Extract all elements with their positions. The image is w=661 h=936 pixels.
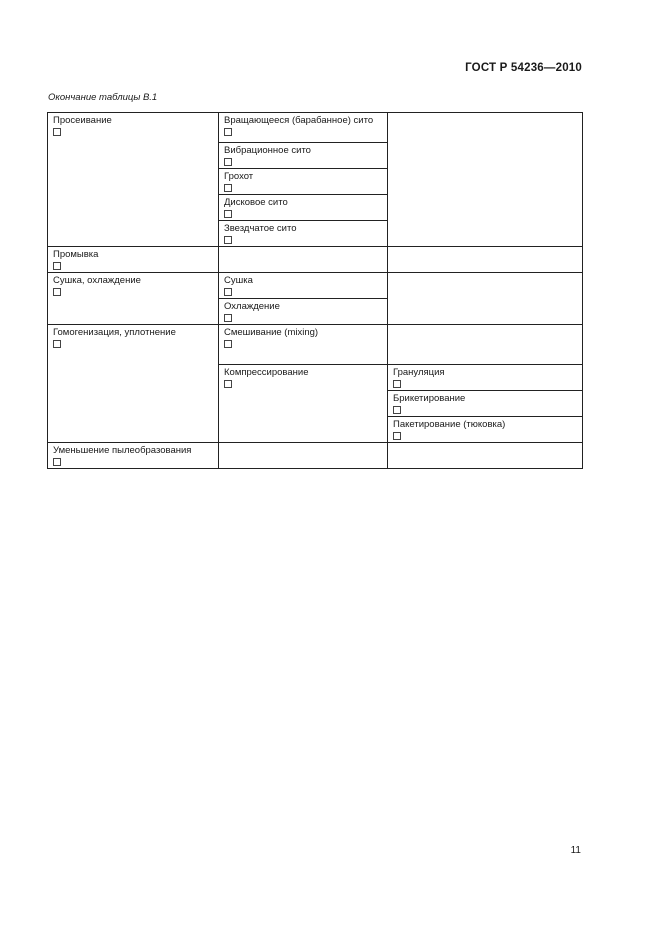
table-row — [48, 247, 583, 273]
cell-label: Пакетирование (тюковка) — [393, 419, 506, 430]
cell-empty — [388, 113, 583, 247]
cell-sieving — [48, 113, 219, 247]
process-table — [47, 112, 583, 469]
checkbox[interactable] — [393, 432, 401, 440]
cell-label: Грануляция — [393, 367, 445, 378]
cell-label: Уменьшение пылеобразования — [53, 445, 192, 456]
cell-homogenization — [48, 325, 219, 443]
cell-label: Компрессирование — [224, 367, 309, 378]
cell-disc-sieve — [219, 195, 388, 221]
table-row — [48, 443, 583, 469]
cell-empty — [388, 443, 583, 469]
cell-label: Сушка — [224, 275, 253, 286]
cell-vibrating-sieve — [219, 143, 388, 169]
cell-label: Смешивание (mixing) — [224, 327, 319, 338]
cell-empty — [219, 443, 388, 469]
cell-label: Охлаждение — [224, 301, 280, 312]
cell-briquetting — [388, 391, 583, 417]
cell-drying — [219, 273, 388, 299]
checkbox[interactable] — [53, 262, 61, 270]
table-row — [48, 113, 583, 143]
cell-label: Дисковое сито — [224, 197, 288, 208]
cell-label: Вращающееся (барабанное) сито — [224, 115, 374, 126]
checkbox[interactable] — [53, 458, 61, 466]
cell-empty — [219, 247, 388, 273]
document-standard-number: ГОСТ Р 54236—2010 — [465, 62, 582, 74]
cell-empty — [388, 273, 583, 325]
cell-label: Грохот — [224, 171, 254, 182]
cell-label: Промывка — [53, 249, 99, 260]
cell-label: Сушка, охлаждение — [53, 275, 141, 286]
checkbox[interactable] — [224, 128, 232, 136]
cell-label: Гомогенизация, уплотнение — [53, 327, 176, 338]
checkbox[interactable] — [53, 340, 61, 348]
checkbox[interactable] — [224, 314, 232, 322]
page-number: 11 — [570, 845, 581, 856]
checkbox[interactable] — [393, 380, 401, 388]
checkbox[interactable] — [224, 288, 232, 296]
cell-rotary-sieve — [219, 113, 388, 143]
cell-screen — [219, 169, 388, 195]
cell-empty — [388, 247, 583, 273]
cell-drying-cooling — [48, 273, 219, 325]
table-row — [48, 325, 583, 365]
cell-label: Просеивание — [53, 115, 112, 126]
cell-compression — [219, 365, 388, 443]
cell-empty — [388, 325, 583, 365]
table-row — [48, 273, 583, 299]
cell-cooling — [219, 299, 388, 325]
cell-dust-reduction — [48, 443, 219, 469]
checkbox[interactable] — [224, 340, 232, 348]
checkbox[interactable] — [224, 236, 232, 244]
checkbox[interactable] — [53, 288, 61, 296]
checkbox[interactable] — [224, 158, 232, 166]
cell-baling — [388, 417, 583, 443]
checkbox[interactable] — [224, 380, 232, 388]
table-caption: Окончание таблицы В.1 — [48, 92, 158, 103]
cell-label: Брикетирование — [393, 393, 466, 404]
cell-label: Вибрационное сито — [224, 145, 311, 156]
cell-washing — [48, 247, 219, 273]
cell-label: Звездчатое сито — [224, 223, 297, 234]
checkbox[interactable] — [53, 128, 61, 136]
checkbox[interactable] — [224, 210, 232, 218]
cell-granulation — [388, 365, 583, 391]
checkbox[interactable] — [393, 406, 401, 414]
cell-mixing — [219, 325, 388, 365]
checkbox[interactable] — [224, 184, 232, 192]
cell-star-sieve — [219, 221, 388, 247]
